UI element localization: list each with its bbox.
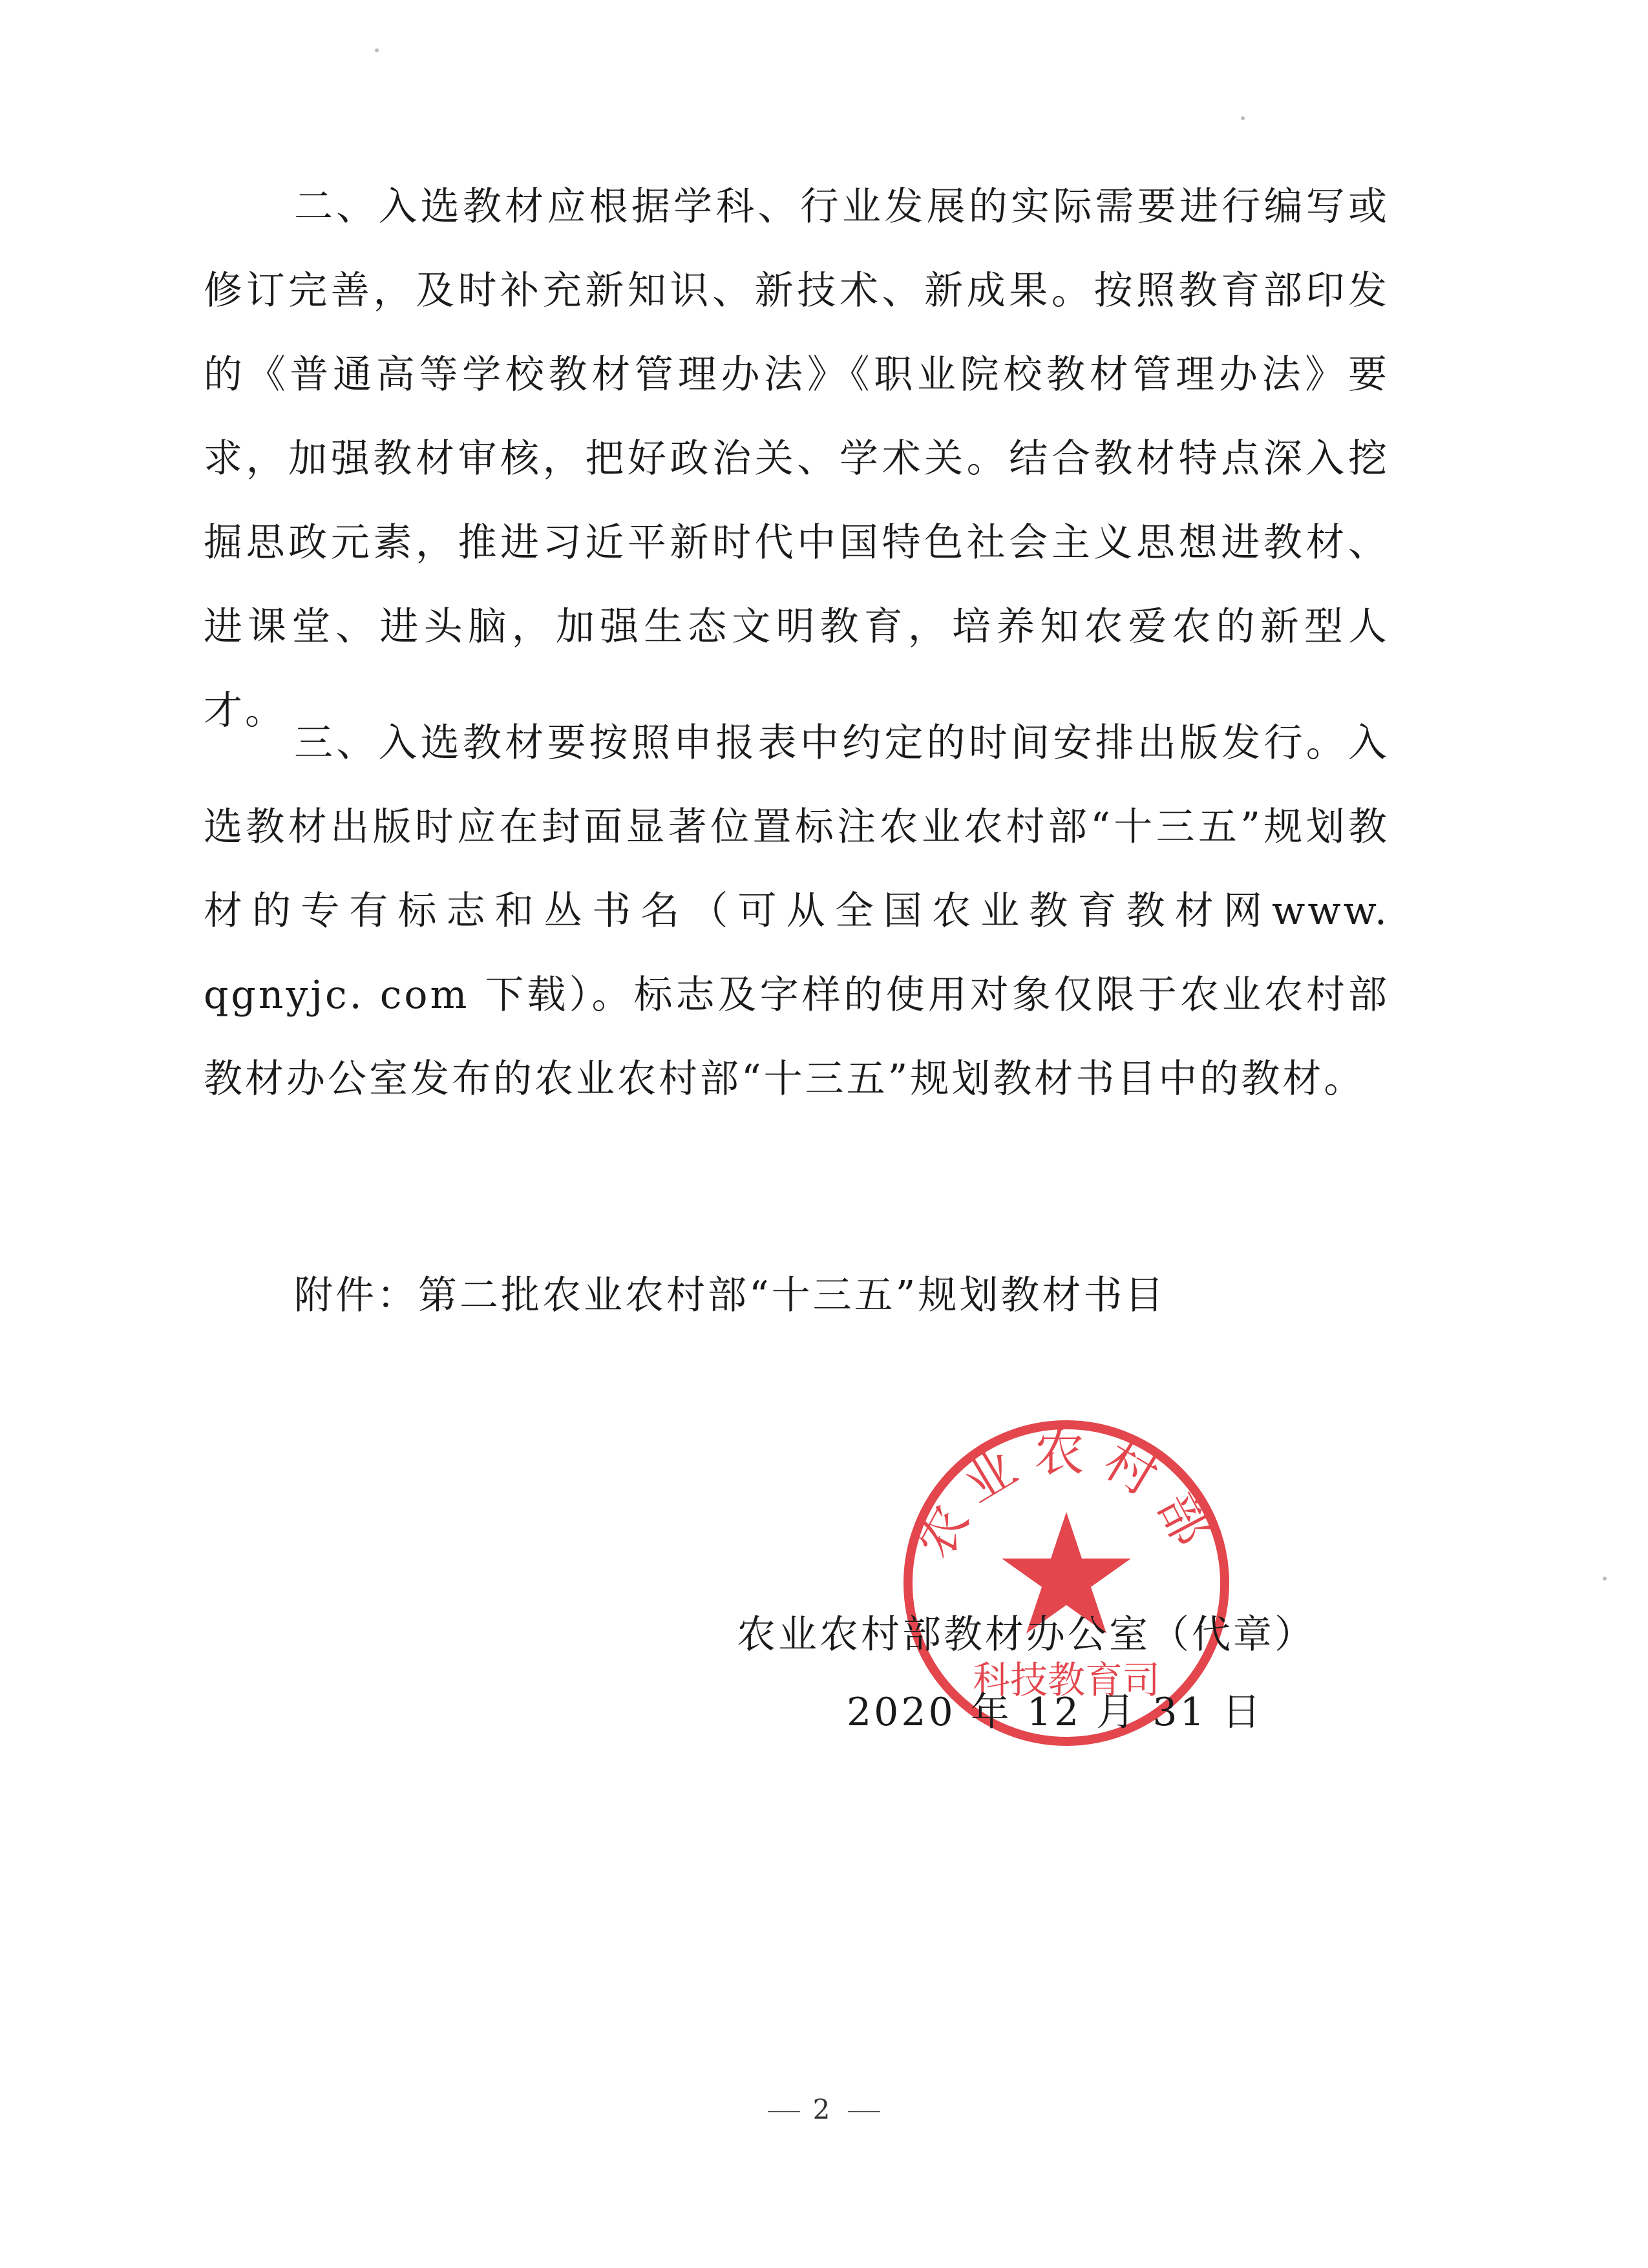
page-number-value: 2 [812,2094,836,2125]
attachment-line: 附件：第二批农业农村部“十三五”规划教材书目 [294,1273,1167,1318]
paragraph-item-2 [204,165,1389,753]
paragraph-text: 二、入选教材应根据学科、行业发展的实际需要进行编写或修订完善，及时补充新知识、新技术、新成果。按照教育部印发的《普通高等学校教材管理办法》《职业院校教材管理办法》要求，加强教材审核，把好政治关、学术关。结合教材特点深入挖掘思政元素，推进习近平新时代中国特色社会主义思想进教材、进课堂、进头脑，加强生态文明教育，培养知农爱农的新型人才。 [204,184,1389,733]
paragraph-text: 三、入选教材要按照申报表中约定的时间安排出版发行。入选教材出版时应在封面显著位置标注农业农村部“十三五”规划教材的专有标志和丛书名（可从全国农业教育教材网www. qgnyjc. com 下载）。标志及字样的使用对象仅限于农业农村部教材办公室发布的农业农村部“十三五”规划教材书目中的教材。 [204,720,1389,1102]
seal-bottom-text: 科技教育司 [972,1658,1161,1702]
scan-speck [375,48,379,52]
scan-speck [1241,116,1245,120]
seal-ring-text: 农业农村部 [905,1424,1228,1568]
page-number-dash-right [848,2111,880,2112]
signing-date: 2020 年 12 月 31 日 [847,1690,1263,1735]
page-number [0,2094,1648,2125]
signing-organization: 农业农村部教材办公室（代章） [737,1612,1316,1657]
paragraph-item-3 [204,701,1389,1121]
scan-speck [1603,1577,1607,1580]
page-number-dash-left [768,2111,800,2112]
